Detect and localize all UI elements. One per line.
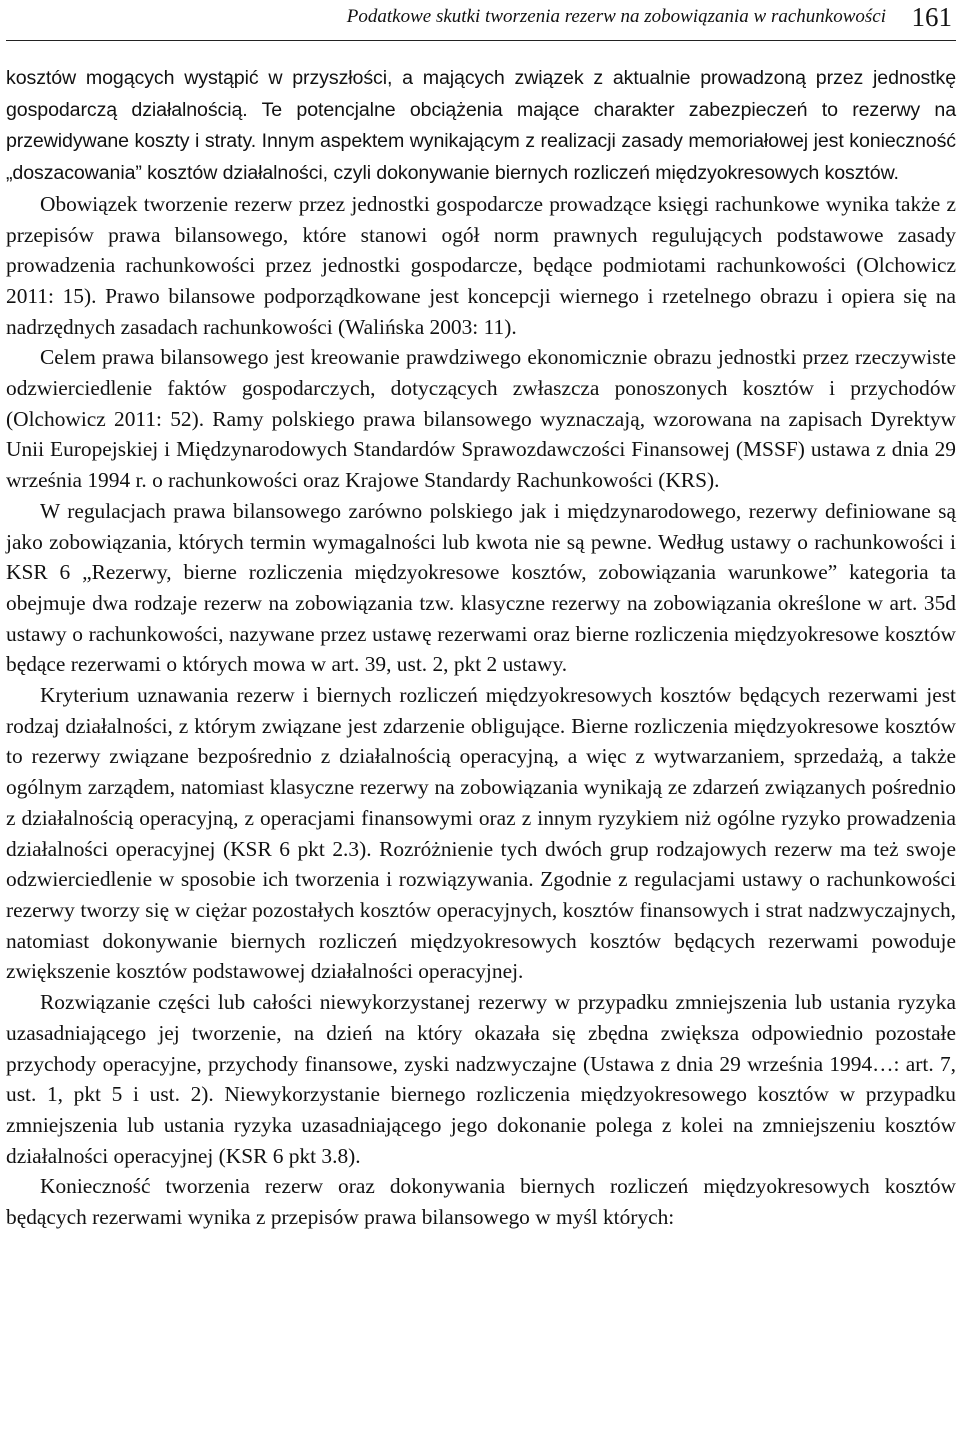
page-number: 161	[911, 2, 952, 32]
paragraph-text: Rozwiązanie części lub całości niewykorzystanej rezerwy w przypadku zmniejszenia lub ustania ryzyka uzasadniającego jej tworzenie, na dzień na który okazała się zbędna zwiększa odpowiednio pozostałe przychody operacyjne, przychody finansowe, zyski nadzwyczajne (Ustawa z dnia 29 września 1994…: art. 7, ust. 1, pkt 5 i ust. 2). Niewykorzystanie biernego rozliczenia międzyokresowego kosztów w przypadku zmniejszenia lub ustania ryzyka uzasadniającego jego dokonanie polega z kolei na zmniejszeniu kosztów działalności operacyjnej (KSR 6 pkt 3.8).	[6, 990, 956, 1168]
paragraph	[6, 342, 956, 496]
running-header	[6, 0, 956, 41]
paragraph-text: Konieczność tworzenia rezerw oraz dokonywania biernych rozliczeń międzyokresowych kosztów będących rezerwami wynika z przepisów prawa bilansowego w myśl których:	[6, 1174, 956, 1230]
paragraph-text: Kryterium uznawania rezerw i biernych rozliczeń międzyokresowych kosztów będących rezerwami jest rodzaj działalności, z którym związane jest zdarzenie obligujące. Bierne rozliczenia międzyokresowe kosztów to rezerwy związane bezpośrednio z działalnością operacyjną, a więc z wytwarzaniem, sprzedażą, a także ogólnym zarządem, natomiast klasyczne rezerwy na zobowiązania wynikają ze zdarzeń związanych pośrednio z działalnością operacyjną, z operacjami finansowymi oraz z innym ryzykiem niż ogólne ryzyko prowadzenia działalności operacyjnej (KSR 6 pkt 2.3). Rozróżnienie tych dwóch grup rodzajowych rezerw ma też swoje odzwierciedlenie w sposobie ich tworzenia i rozwiązywania. Zgodnie z regulacjami ustawy o rachunkowości rezerwy tworzy się w ciężar pozostałych kosztów operacyjnych, kosztów finansowych i strat nadzwyczajnych, natomiast dokonywanie biernych rozliczeń międzyokresowych kosztów będących rezerwami powoduje zwiększenie kosztów podstawowej działalności operacyjnej.	[6, 683, 956, 984]
running-header-title: Podatkowe skutki tworzenia rezerw na zobowiązania w rachunkowości	[346, 6, 886, 27]
document-page	[6, 0, 956, 1442]
paragraph-text: Obowiązek tworzenie rezerw przez jednostki gospodarcze prowadzące księgi rachunkowe wynika także z przepisów prawa bilansowego, które stanowi ogół norm prawnych regulujących podstawowe zasady prowadzenia rachunkowości przez jednostki gospodarcze, będące podmiotami rachunkowości (Olchowicz 2011: 15). Prawo bilansowe podporządkowane jest koncepcji wiernego i rzetelnego obrazu i opiera się na nadrzędnych zasadach rachunkowości (Walińska 2003: 11).	[6, 191, 956, 339]
paragraph	[6, 1171, 956, 1232]
paragraph	[6, 680, 956, 987]
body-text	[6, 62, 956, 1233]
paragraph	[6, 496, 956, 680]
paragraph	[6, 62, 956, 189]
paragraph-text: Celem prawa bilansowego jest kreowanie prawdziwego ekonomicznie obrazu jednostki przez rzeczywiste odzwierciedlenie faktów gospodarczych, dotyczących zwłaszcza ponoszonych kosztów i przychodów (Olchowicz 2011: 52). Ramy polskiego prawa bilansowego wyznaczają, wzorowana na zapisach Dyrektyw Unii Europejskiej i Międzynarodowych Standardów Sprawozdawczości Finansowej (MSSF) ustawa z dnia 29 września 1994 r. o rachunkowości oraz Krajowe Standardy Rachunkowości (KRS).	[6, 345, 956, 493]
paragraph-text: kosztów mogących wystąpić w przyszłości, a mających związek z aktualnie prowadzoną przez jednostkę gospodarczą działalnością. Te potencjalne obciążenia mające charakter zabezpieczeń to rezerwy na przewidywane koszty i straty. Innym aspektem wynikającym z realizacji zasady memoriałowej jest konieczność „doszacowania” kosztów działalności, czyli dokonywanie biernych rozliczeń międzyokresowych kosztów.	[6, 67, 956, 185]
paragraph	[6, 189, 956, 343]
paragraph-text: W regulacjach prawa bilansowego zarówno polskiego jak i międzynarodowego, rezerwy definiowane są jako zobowiązania, których termin wymagalności lub kwota nie są pewne. Według ustawy o rachunkowości i KSR 6 „Rezerwy, bierne rozliczenia międzyokresowe kosztów, zobowiązania warunkowe” kategoria ta obejmuje dwa rodzaje rezerw na zobowiązania tzw. klasyczne rezerwy na zobowiązania określone w art. 35d ustawy o rachunkowości, nazywane przez ustawę rezerwami oraz bierne rozliczenia międzyokresowe kosztów będące rezerwami o których mowa w art. 39, ust. 2, pkt 2 ustawy.	[6, 498, 956, 677]
paragraph	[6, 987, 956, 1171]
